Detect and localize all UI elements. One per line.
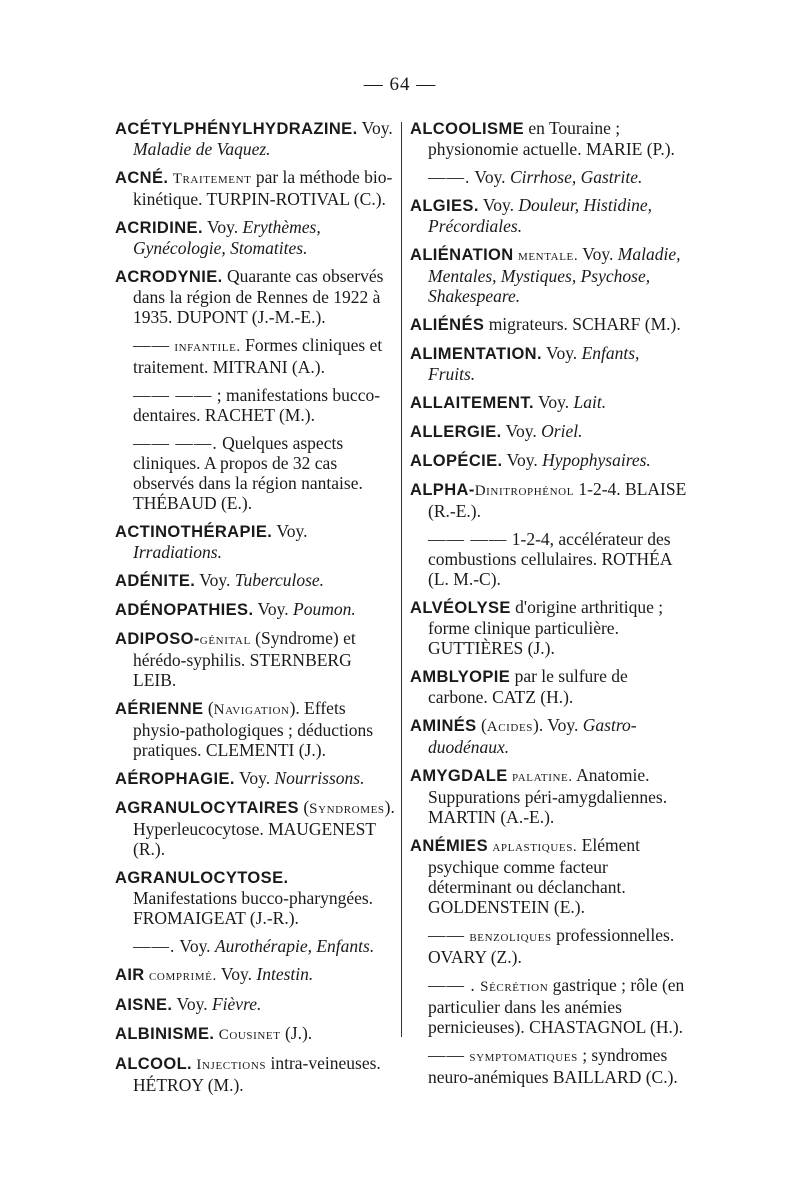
entry-headword: ACÉTYLPHÉNYLHYDRAZINE.: [115, 120, 358, 138]
page-number: — 64 —: [363, 74, 437, 95]
entry-text: Voy.: [533, 392, 574, 412]
index-entry: [410, 715, 690, 757]
entry-crossref: Enfants, Fruits.: [428, 343, 640, 384]
entry-text: Voy.: [542, 343, 582, 363]
right-column: [410, 118, 690, 1095]
entry-text: migrateurs. SCHARF (M.).: [484, 314, 681, 334]
entry-smallcaps: Syndromes: [309, 801, 385, 817]
index-entry: [115, 118, 395, 159]
index-entry: [115, 521, 395, 562]
left-column: [115, 118, 395, 1103]
entry-text: Anatomie. Suppurations péri-amygdaliennes. MARTIN (A.-E.).: [428, 765, 668, 827]
entry-crossref: Hypophysaires.: [542, 450, 651, 470]
entry-text: ). Effets physio-pathologiques ; déductions pratiques. CLEMENTI (J.).: [133, 698, 374, 760]
entry-crossref: Tuberculose.: [234, 570, 325, 590]
entry-text: Voy.: [272, 521, 308, 541]
entry-text: Voy.: [502, 450, 543, 470]
entry-crossref: Erythèmes, Gynécologie, Stomatites.: [133, 217, 321, 258]
entry-smallcaps: benzoliques: [469, 929, 552, 945]
entry-smallcaps: comprimé.: [149, 968, 217, 984]
entry-headword: ALLERGIE.: [410, 423, 502, 441]
entry-text: ; syndromes neuro-anémiques BAILLARD (C.).: [428, 1045, 678, 1087]
entry-headword: ALIMENTATION.: [410, 345, 542, 363]
index-entry: [410, 479, 690, 521]
entry-headword: ACRIDINE.: [115, 219, 203, 237]
entry-crossref: Oriel.: [541, 421, 583, 441]
entry-text: Voy.: [202, 217, 243, 237]
entry-smallcaps: Traitement: [172, 171, 252, 187]
entry-headword: ALLAITEMENT.: [410, 394, 534, 412]
index-entry: [410, 167, 690, 187]
entry-crossref: Poumon.: [293, 599, 356, 619]
entry-text: professionnelles. OVARY (Z.).: [428, 925, 675, 967]
index-entry: [115, 698, 395, 760]
entry-text: (: [298, 797, 310, 817]
entry-text: (Syndrome) et hérédo-syphilis. STERNBERG LEIB.: [133, 628, 356, 690]
index-entry: [410, 244, 690, 306]
entry-headword: ALGIES.: [410, 197, 479, 215]
entry-headword: ALOPÉCIE.: [410, 452, 503, 470]
entry-headword: ALIÉNATION: [410, 246, 514, 264]
entry-text: Voy.: [175, 936, 215, 956]
entry-crossref: Gastro-duodénaux.: [428, 715, 637, 757]
entry-smallcaps: infantile.: [174, 339, 241, 355]
index-entry: [115, 1023, 395, 1045]
entry-text: Elément psychique comme facteur déterminant ou déclanchant. GOLDENSTEIN (E.).: [428, 835, 640, 917]
entry-text: Manifestations bucco-pharyngées. FROMAIGEAT (J.-R.).: [133, 888, 374, 928]
entry-ditto-dash: —— ——: [428, 529, 508, 549]
entry-crossref: Cirrhose, Gastrite.: [509, 167, 643, 187]
index-entry: [410, 975, 690, 1037]
entry-headword: ADÉNITE.: [115, 572, 196, 590]
entry-text: Voy.: [357, 118, 393, 138]
index-entry: [410, 195, 690, 236]
index-entry: [115, 964, 395, 986]
entry-ditto-dash: ——: [133, 335, 170, 355]
index-entry: [410, 343, 690, 384]
entry-text: Voy.: [501, 421, 542, 441]
entry-crossref: Maladie de Vaquez.: [133, 139, 271, 159]
entry-smallcaps: Acides: [486, 719, 533, 735]
entry-ditto-dash: ——.: [428, 167, 471, 187]
index-entry: [115, 433, 395, 513]
index-entry: [115, 599, 395, 620]
entry-crossref: Fièvre.: [211, 994, 262, 1014]
index-entry: [410, 835, 690, 917]
entry-crossref: Maladie, Mentales, Mystiques, Psychose, Shakespeare.: [428, 244, 681, 306]
entry-smallcaps: aplastiques.: [492, 839, 578, 855]
entry-text: Voy.: [216, 964, 257, 984]
entry-text: gastrique ; rôle (en particulier dans les anémies pernicieuses). CHASTAGNOL (H.).: [428, 975, 685, 1037]
entry-text: Voy.: [195, 570, 235, 590]
entry-smallcaps: palatine.: [512, 769, 573, 785]
column-divider: [401, 122, 402, 1037]
entry-text: ). Hyperleucocytose. MAUGENEST (R.).: [133, 797, 395, 859]
entry-text: Voy.: [172, 994, 212, 1014]
entry-text: Voy.: [234, 768, 275, 788]
entry-headword: ADÉNOPATHIES.: [115, 601, 254, 619]
entry-text: ; manifestations bucco-dentaires. RACHET (M.).: [133, 385, 381, 425]
entry-smallcaps: génital: [199, 632, 251, 648]
entry-crossref: Aurothérapie, Enfants.: [214, 936, 375, 956]
entry-ditto-dash: ——: [428, 925, 465, 945]
entry-crossref: Lait.: [573, 392, 607, 412]
entry-text: (: [203, 698, 214, 718]
entry-headword: AÉROPHAGIE.: [115, 770, 235, 788]
index-entry: [410, 118, 690, 159]
index-entry: [410, 1045, 690, 1087]
index-entry: [410, 765, 690, 827]
entry-text: Voy.: [578, 244, 618, 264]
index-entry: [115, 797, 395, 859]
entry-text: Voy.: [253, 599, 293, 619]
index-entry: [115, 768, 395, 789]
entry-crossref: Intestin.: [256, 964, 314, 984]
entry-headword: ALIÉNÉS: [410, 316, 485, 334]
entry-smallcaps: Dinitrophénol: [474, 483, 575, 499]
entry-text: Formes cliniques et traitement. MITRANI (A.).: [133, 335, 383, 377]
entry-headword: ALPHA-: [410, 481, 475, 499]
entry-headword: AMBLYOPIE: [410, 668, 511, 686]
index-entry: [410, 925, 690, 967]
index-entry: [115, 628, 395, 690]
index-entry: [410, 529, 690, 589]
entry-text: ). Voy.: [533, 715, 583, 735]
entry-text: intra-veineuses. HÉTROY (M.).: [133, 1053, 381, 1095]
index-entry: [115, 936, 395, 956]
entry-ditto-dash: ——: [428, 1045, 465, 1065]
entry-headword: ALVÉOLYSE: [410, 599, 511, 617]
entry-headword: AISNE.: [115, 996, 173, 1014]
entry-smallcaps: Injections: [196, 1057, 267, 1073]
entry-smallcaps: mentale.: [517, 248, 579, 264]
entry-text: par le sulfure de carbone. CATZ (H.).: [428, 666, 628, 707]
entry-crossref: Douleur, Histidine, Précordiales.: [428, 195, 653, 236]
entry-headword: ACTINOTHÉRAPIE.: [115, 523, 273, 541]
index-entry: [115, 266, 395, 327]
entry-text: Quarante cas observés dans la région de Rennes de 1922 à 1935. DUPONT (J.-M.-E.).: [133, 266, 384, 327]
index-entry: [410, 450, 690, 471]
entry-smallcaps: Sécrétion: [480, 979, 549, 995]
entry-text: d'origine arthritique ; forme clinique particulière. GUTTIÈRES (J.).: [428, 597, 664, 658]
index-entry: [410, 666, 690, 707]
entry-text: (J.).: [280, 1023, 313, 1043]
index-entry: [115, 867, 395, 928]
entry-ditto-dash: —— ——: [133, 385, 213, 405]
entry-text: 1-2-4. BLAISE (R.-E.).: [428, 479, 687, 521]
entry-ditto-dash: ——.: [133, 936, 176, 956]
entry-ditto-dash: —— ——.: [133, 433, 218, 453]
entry-text: en Touraine ; physionomie actuelle. MARIE (P.).: [428, 118, 675, 159]
entry-headword: AMYGDALE: [410, 767, 508, 785]
entry-smallcaps: Cousinet: [218, 1027, 281, 1043]
index-entry: [115, 385, 395, 425]
index-entry: [410, 421, 690, 442]
entry-headword: AGRANULOCYTOSE.: [115, 869, 289, 887]
index-entry: [410, 597, 690, 658]
entry-crossref: Nourrissons.: [274, 768, 365, 788]
index-entry: [115, 217, 395, 258]
entry-text: Voy.: [470, 167, 510, 187]
entry-smallcaps: symptomatiques: [469, 1049, 578, 1065]
entry-text: Voy.: [478, 195, 519, 215]
entry-smallcaps: Navigation: [213, 702, 290, 718]
entry-ditto-dash: —— .: [428, 975, 476, 995]
entry-text: (: [476, 715, 487, 735]
entry-text: 1-2-4, accélérateur des combustions cellulaires. ROTHÉA (L. M.-C).: [428, 529, 672, 589]
entry-text: par la méthode bio-kinétique. TURPIN-ROTIVAL (C.).: [133, 167, 393, 209]
entry-headword: ACRODYNIE.: [115, 268, 223, 286]
entry-headword: ALCOOL.: [115, 1055, 193, 1073]
entry-headword: AÉRIENNE: [115, 700, 204, 718]
entry-headword: AIR: [115, 966, 145, 984]
entry-headword: ACNÉ.: [115, 169, 169, 187]
index-entry: [115, 570, 395, 591]
entry-crossref: Irradiations.: [133, 542, 222, 562]
index-entry: [115, 167, 395, 209]
entry-headword: ADIPOSO-: [115, 630, 200, 648]
entry-headword: ANÉMIES: [410, 837, 488, 855]
index-entry: [410, 314, 690, 335]
entry-headword: AGRANULOCYTAIRES: [115, 799, 299, 817]
entry-headword: ALCOOLISME: [410, 120, 524, 138]
entry-headword: AMINÉS: [410, 717, 477, 735]
entry-headword: ALBINISME.: [115, 1025, 215, 1043]
index-entry: [115, 335, 395, 377]
index-entry: [410, 392, 690, 413]
index-entry: [115, 1053, 395, 1095]
entry-text: Quelques aspects cliniques. A propos de 32 cas observés dans la région nantaise. THÉBAUD (E.).: [133, 433, 363, 513]
index-entry: [115, 994, 395, 1015]
